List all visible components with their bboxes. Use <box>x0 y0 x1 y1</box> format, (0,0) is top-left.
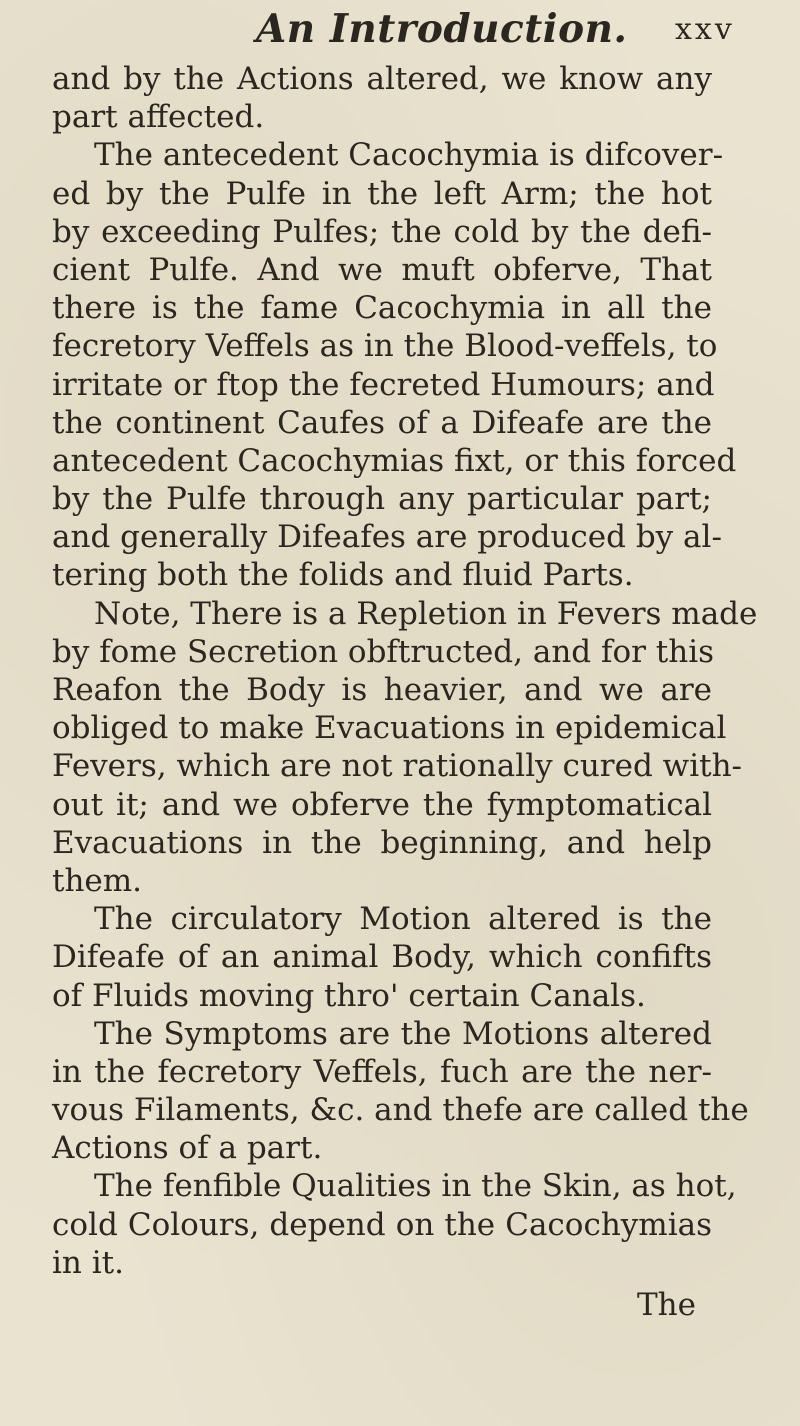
text-line: The antecedent Cacochymia is difcover- <box>94 137 724 174</box>
text-line: irritate or ftop the fecreted Humours; and <box>52 366 715 403</box>
text-line: Note, There is a Repletion in Fevers made <box>94 595 758 632</box>
text-line: vous Filaments, &c. and thefe are called the <box>52 1092 749 1129</box>
text-line: there is the fame Cacochymia in all the <box>52 290 712 327</box>
text-line: Reafon the Body is heavier, and we are <box>52 672 712 708</box>
text-line: cient Pulfe. And we muft obferve, That <box>52 251 712 288</box>
text-line: cold Colours, depend on the Cacochymias <box>52 1206 712 1243</box>
text-line: Difeafe of an animal Body, which confifts <box>52 939 712 976</box>
text-line: in the fecretory Veffels, fuch are the ner- <box>52 1053 712 1090</box>
text-line: antecedent Cacochymias fixt, or this forced <box>52 442 737 479</box>
text-line: Actions of a part. <box>52 1130 323 1167</box>
text-line: Fevers, which are not rationally cured with- <box>52 748 743 785</box>
text-line: them. <box>52 862 143 899</box>
text-line: by the Pulfe through any particular part; <box>52 481 712 518</box>
text-line: and generally Difeafes are produced by al- <box>52 519 722 556</box>
text-line: tering both the folids and fluid Parts. <box>52 557 634 594</box>
text-line: of Fluids moving thro' certain Canals. <box>52 977 646 1014</box>
body-text <box>52 60 758 1282</box>
text-line: the continent Caufes of a Difeafe are the <box>52 404 712 441</box>
text-line: ed by the Pulfe in the left Arm; the hot <box>52 175 712 212</box>
text-line: obliged to make Evacuations in epidemical <box>52 710 727 747</box>
text-line: The fenfible Qualities in the Skin, as hot, <box>94 1168 737 1205</box>
text-line: and by the Actions altered, we know any <box>52 61 712 97</box>
catchword: The <box>637 1287 696 1323</box>
text-line: The circulatory Motion altered is the <box>94 901 712 938</box>
text-line: Evacuations in the beginning, and help <box>52 824 712 861</box>
text-line: The Symptoms are the Motions altered <box>94 1015 712 1052</box>
text-line: in it. <box>52 1244 124 1281</box>
text-line: fecretory Veffels as in the Blood-veffels, to <box>52 328 718 365</box>
text-line: out it; and we obferve the fymptomatical <box>52 786 712 823</box>
running-title: An Introduction. <box>256 6 628 52</box>
text-line: part affected. <box>52 99 265 136</box>
text-line: by exceeding Pulfes; the cold by the defi- <box>52 213 712 250</box>
page-number: xxv <box>675 12 735 47</box>
text-line: by fome Secretion obftructed, and for this <box>52 633 715 670</box>
